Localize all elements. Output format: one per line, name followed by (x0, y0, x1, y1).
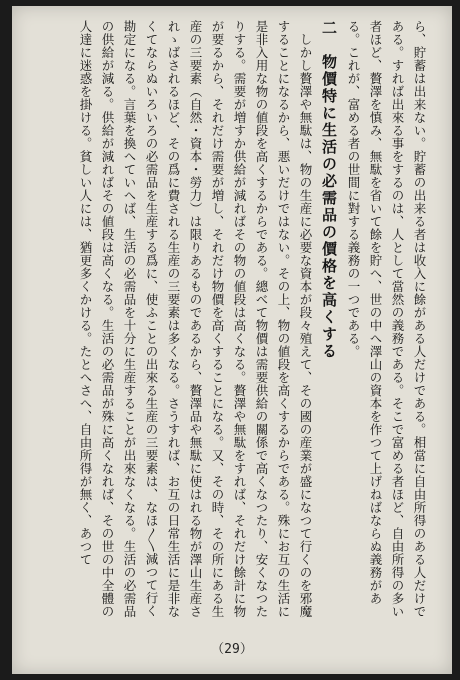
page-number: （29） (211, 642, 253, 657)
body-paragraph: しかし贅澤や無駄は、物の生産に必要な資本が段々殖えて、その國の産業が盛になつて行くのを邪魔することになるから、悪いだけではない。その上、物の値段を高くするからである。殊にお互の生活に是非入用な物の値段を高くするからである。總べて物價は需要供給の關係で高くなつたり、安くなつたりする。需要が増すか供給が減ればその物の値段は高くなる。贅澤や無駄をすれば、それだけ餘計に物が要るから、それだけ需要が増し、それだけ物價を高くすることになる。又、その時、その所にある生産の三要素（自然・資本・勞力）は限りあるものであるから、贅澤品や無駄に使はれる物が澤山生産されゝばされるほど、その爲に費される生産の三要素は多くなる。さうすれば、お互の日常生活に是非なくてならぬいろいろの必需品を生産する爲に、使ふことの出來る生産の三要素は、なほ〱減つて行く勘定になる。言葉を換へていへば、生活の必需品を十分に生産することが出來なくなる。生活の必需品の供給が減る。供給が減ればその値段は高くなる。生活の必需品が殊に高くなれば、その世の中全體の人達に迷惑を掛ける。貧しい人には、猶更多くかける。たとへさへ、自由所得が無く、あつて (78, 20, 313, 618)
section-heading: 二 物價特に生活の必需品の價格を高くする (320, 20, 338, 360)
body-text (34, 20, 430, 628)
intro-paragraph: ら、貯蓄は出来ない。貯蓄の出来る者は收入に餘がある人だけである。相當に自由所得のある人だけである。すれば出來る事をするのは、人として當然の義務である。そこで富める者ほど、自由所得の多い者ほど、贅澤を慎み、無駄を省いて餘を貯へ、世の中へ澤山の資本を作つて上げねばならぬ義務がある。これが、富める者の世間に對する義務の一つである。 (346, 20, 427, 618)
book-page (12, 6, 452, 674)
